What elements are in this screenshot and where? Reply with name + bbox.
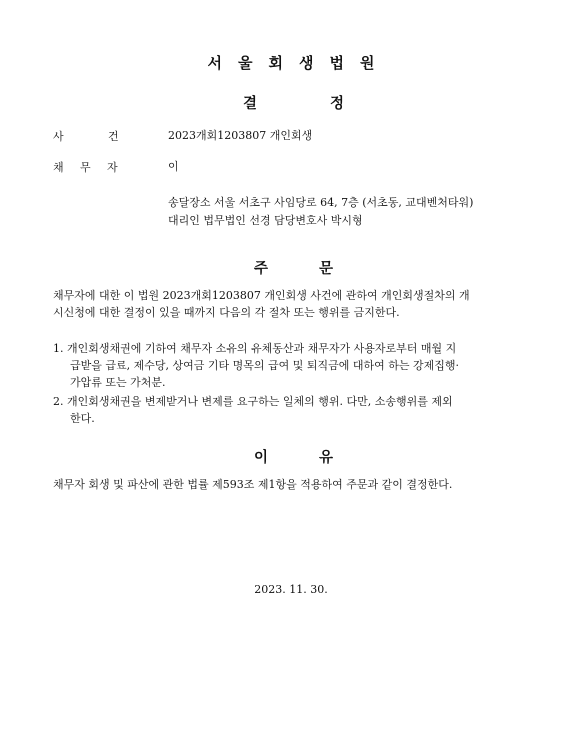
case-label-char-1: 사 [53,130,64,143]
debtor-label-char-2: 무 [80,161,91,174]
order-intro-line-1: 채무자에 대한 이 법원 2023개회1203807 개인회생 사건에 관하여 개인회생절차의 개 [53,289,470,302]
debtor-label-char-3: 자 [107,161,118,174]
debtor-label-char-1: 채 [53,161,64,174]
reason-text: 채무자 회생 및 파산에 관한 법률 제593조 제1항을 적용하여 주문과 같이 결정한다. [53,478,453,491]
reason-heading-part1: 이 [254,450,269,466]
order-heading-part1: 주 [254,261,269,277]
debtor-name: 이 [168,160,179,173]
order-item-1-line-3: 가압류 또는 가처분. [70,376,166,389]
case-number: 2023개회1203807 개인회생 [168,129,313,142]
order-item-1-line-2: 급받을 급료, 제수당, 상여금 기타 명목의 급여 및 퇴직금에 대하여 하는 강제집행· [70,359,459,372]
court-name: 서울회생법원 [207,54,391,72]
service-address: 송달장소 서울 서초구 사임당로 64, 7층 (서초동, 교대벤처타워) [168,196,474,209]
doc-type-part2: 정 [330,96,345,112]
representative: 대리인 법무법인 선경 담당변호사 박시형 [168,214,363,227]
order-item-1-line-1: 1. 개인회생채권에 기하여 채무자 소유의 유체동산과 채무자가 사용자로부터 매월 지 [53,342,457,355]
case-label-char-2: 건 [108,130,119,143]
reason-heading-part2: 유 [319,450,334,466]
order-item-2-line-2: 한다. [70,412,95,425]
order-heading-part2: 문 [319,261,334,277]
order-intro-line-2: 시신청에 대한 결정이 있을 때까지 다음의 각 절차 또는 행위를 금지한다. [53,306,400,319]
decision-date: 2023. 11. 30. [254,583,328,596]
doc-type-part1: 결 [243,96,258,112]
order-item-2-line-1: 2. 개인회생채권을 변제받거나 변제를 요구하는 일체의 행위. 다만, 소송행위를 제외 [53,395,453,408]
